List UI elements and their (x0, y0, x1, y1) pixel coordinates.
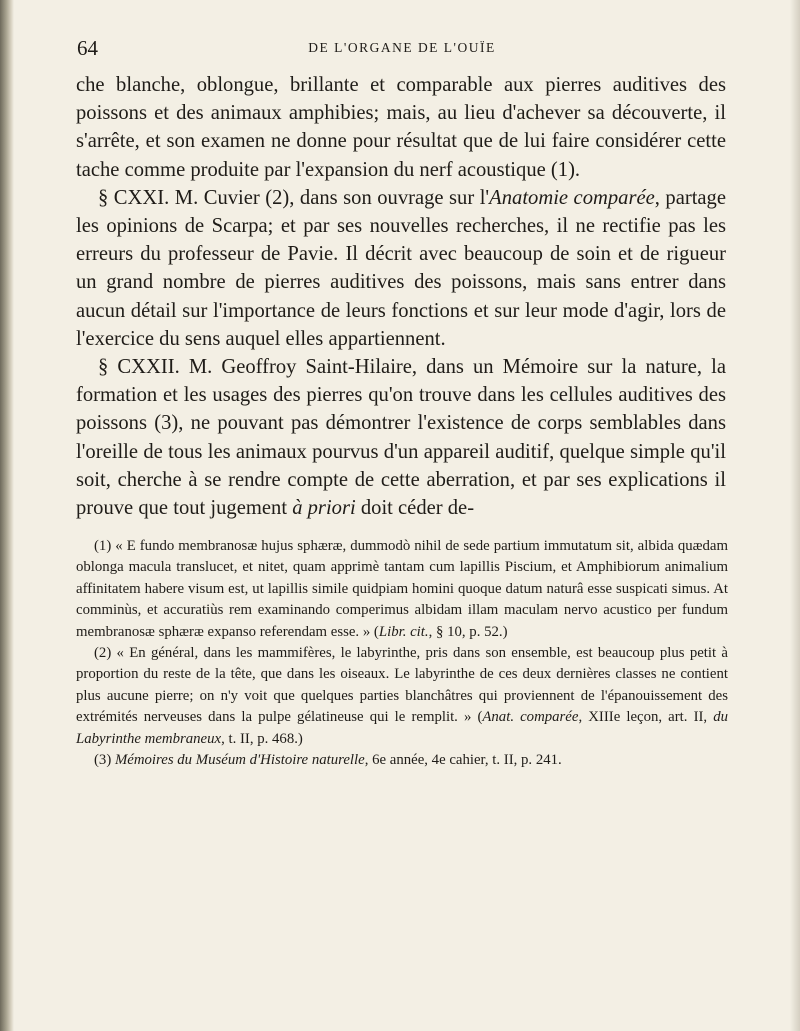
page-header (77, 36, 727, 62)
footnote-3-end: , 6e année, 4e cahier, t. II, p. 241. (364, 752, 562, 769)
footnote-2-mid: , XIIIe leçon, art. II, (578, 709, 714, 726)
footnote-1-text: (1) « E fundo membranosæ hujus sphæræ, dummodò nihil de sede partium immutatum sit, albida quædam oblonga macula translucet, et nitet, quam apprimè tantam cum lapillis Piscium, et Amphibiorum animalium affinitatem habere visum est, ut lapillis simile quidpiam homini quoque datum naturâ esse suspicati simus. At comminùs, et accuratiùs rem examinando comperimus albidam illam maculam nervo acustico per fundum membranosæ sphæræ expanso referendam esse. » ( (76, 538, 728, 640)
paragraph-cxxii (76, 353, 726, 522)
paragraph-cxxi-end: , partage les opinions de Scarpa; et par ses nouvelles recherches, il ne rectifie pas les erreurs du professeur de Pavie. Il décrit avec beaucoup de soin et de rigueur un grand nombre de pierres auditives des poissons, mais sans entrer dans aucun détail sur l'importance de leurs fonctions et sur leur mode d'agir, lors de l'exercice du sens auquel elles appartiennent. (76, 186, 726, 350)
title-anatomie-comparee: Anatomie comparée (489, 186, 655, 209)
emphasis-a-priori: à priori (292, 497, 356, 520)
footnote-2-ref-1: Anat. comparée (482, 709, 579, 726)
footnote-3-ref: Mémoires du Muséum d'Histoire naturelle (114, 752, 365, 769)
footnote-2 (76, 643, 728, 750)
paragraph-cxxi (76, 184, 726, 353)
paragraph-cxxii-end: doit céder de- (355, 497, 475, 520)
running-title: DE L'ORGANE DE L'OUÏE (308, 40, 496, 55)
page-number: 64 (77, 36, 98, 60)
paragraph-continuation: che blanche, oblongue, brillante et comparable aux pierres auditives des poissons et des animaux amphibies; mais, au lieu d'achever sa découverte, il s'arrête, et son examen ne donne pour résultat que de lui faire considérer cette tache comme produite par l'expansion du nerf acoustique (1). (76, 74, 726, 181)
footnote-1-end: , § 10, p. 52.) (428, 623, 508, 640)
footnote-2-end: , t. II, p. 468.) (221, 730, 303, 747)
footnotes (76, 536, 728, 771)
footnote-3-start: (3) (94, 752, 115, 769)
main-text (76, 71, 726, 522)
page-binding-edge (0, 0, 14, 1031)
paragraph-cxxi-start: § CXXI. M. Cuvier (2), dans son ouvrage sur l' (98, 186, 490, 209)
footnote-1 (76, 536, 728, 643)
paragraph-cxxii-start: § CXXII. M. Geoffroy Saint-Hilaire, dans un Mémoire sur la nature, la formation et les usages des pierres qu'on trouve dans les cellules auditives des poissons (3), ne pouvant pas démontrer l'existence de corps semblables dans l'oreille de tous les animaux pourvus d'un appareil auditif, quelque simple qu'il soit, cherche à se rendre compte de cette aberration, et par ses explications il prouve que tout jugement (76, 356, 726, 520)
footnote-2-text: (2) « En général, dans les mammifères, le labyrinthe, pris dans son ensemble, est beaucoup plus petit à proportion du reste de la tête, que dans les oiseaux. Le labyrinthe de ces deux dernières classes ne contient plus aucune pierre; on n'y voit que quelques parties blanchâtres qui proviennent de l'épanouissement des extrémités nerveuses dans la pulpe gélatineuse qui le remplit. » ( (76, 645, 728, 726)
footnote-3 (76, 750, 728, 771)
page-edge-shadow (790, 0, 800, 1031)
footnote-2-ref-2: du Labyrinthe membraneux (76, 709, 728, 747)
footnote-1-ref: Libr. cit. (378, 623, 429, 640)
